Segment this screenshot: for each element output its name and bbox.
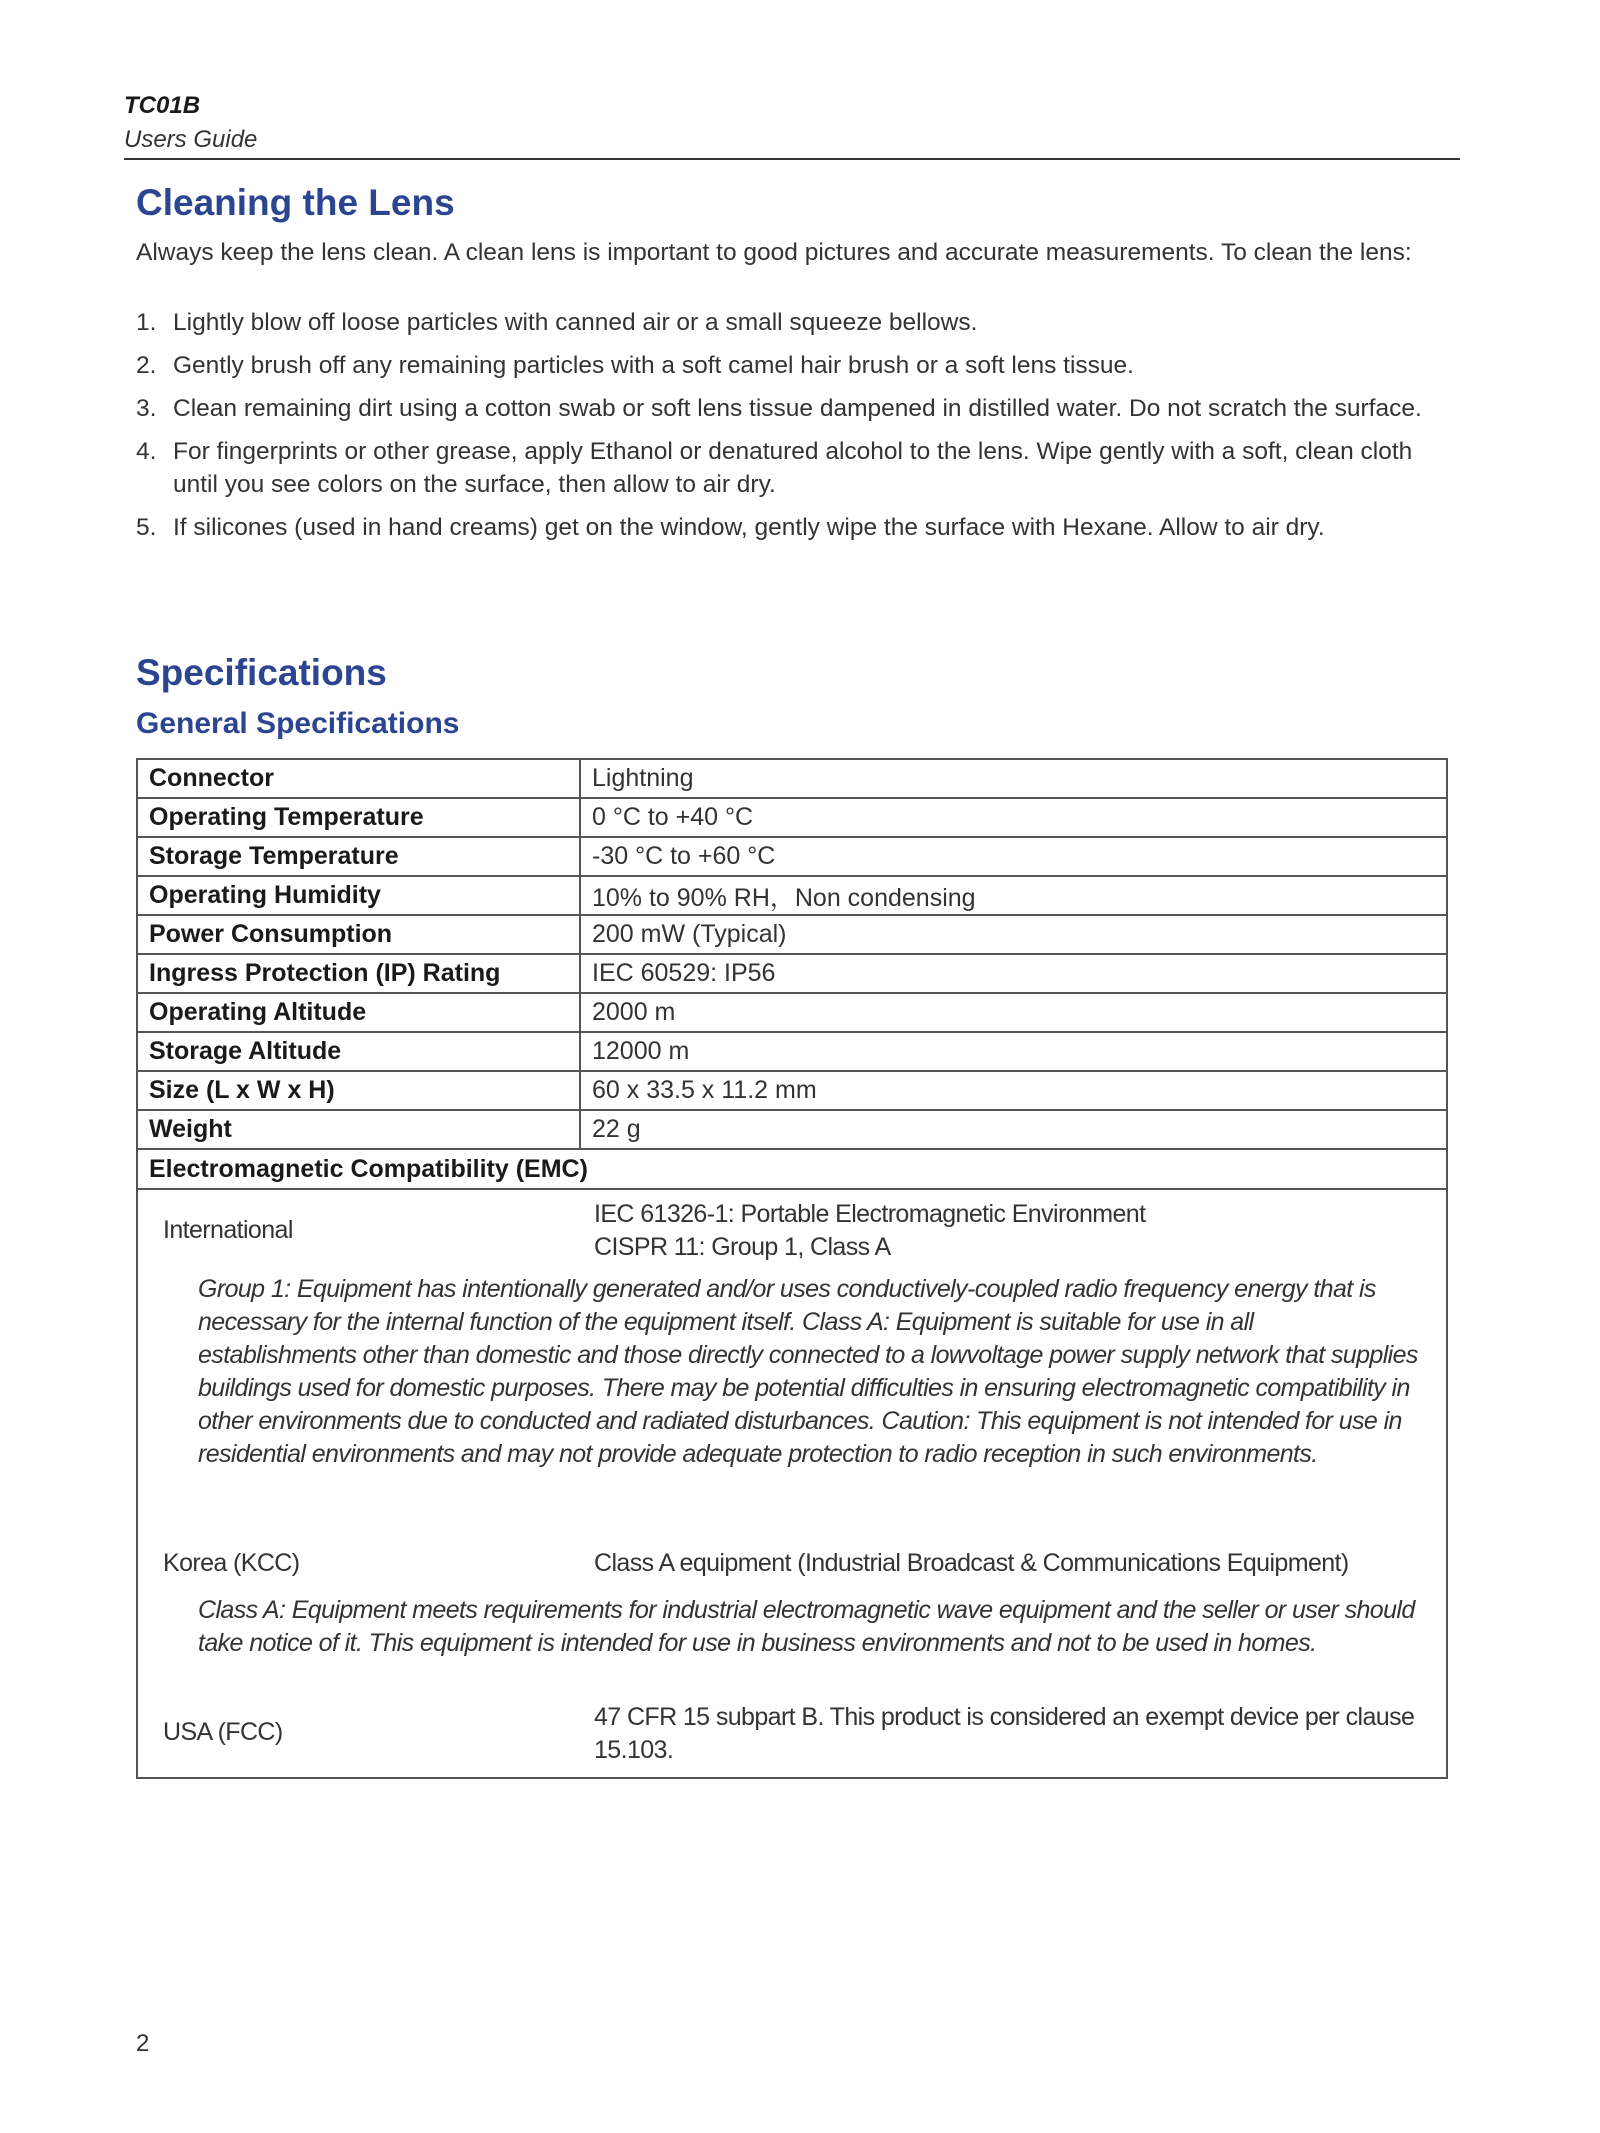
emc-international-note: Group 1: Equipment has intentionally generated and/or uses conductively-coupled radio frequency energy that is necessary for the internal function of the equipment itself. Class A: Equipment is suitable for use in all establishments other than domestic and those directly connected to a lowvoltage power supply network that supplies buildings used for domestic purposes. There may be potential difficulties in ensuring electromagnetic compatibility in other environments due to conducted and radiated disturbances. Caution: This equipment is not intended for use in residential environments and may not provide adequate protection to radio reception in such environments. [198, 1275, 1418, 1468]
table-row [138, 916, 1446, 955]
spec-label: Storage Temperature [138, 838, 581, 875]
spec-label: Weight [138, 1111, 581, 1148]
spec-value: 22 g [592, 1115, 641, 1143]
table-row [138, 1072, 1446, 1111]
specifications-heading: Specifications [136, 652, 387, 693]
table-row [138, 994, 1446, 1033]
spec-value: IEC 60529: IP56 [592, 959, 776, 987]
emc-korea-value: Class A equipment (Industrial Broadcast & Communications Equipment) [594, 1549, 1349, 1577]
table-row [138, 877, 1446, 916]
spec-label: Connector [138, 760, 581, 797]
spec-label: Ingress Protection (IP) Rating [138, 955, 581, 992]
step-text: Gently brush off any remaining particles with a soft camel hair brush or a soft lens tissue. [173, 352, 1134, 379]
cleaning-heading: Cleaning the Lens [136, 182, 455, 223]
spec-value: 0 °C to +40 °C [592, 803, 754, 831]
general-specifications-table [136, 758, 1448, 1779]
spec-value: 10% to 90% RH，Non condensing [592, 883, 976, 912]
step-number: 4. [136, 438, 157, 465]
spec-label: Size (L x W x H) [138, 1072, 581, 1109]
list-item [136, 349, 1446, 382]
emc-international-standard-2: CISPR 11: Group 1, Class A [594, 1233, 891, 1261]
table-row [138, 799, 1446, 838]
table-row [138, 955, 1446, 994]
step-number: 5. [136, 514, 157, 541]
spec-value: 60 x 33.5 x 11.2 mm [592, 1076, 817, 1104]
list-item [136, 435, 1446, 501]
emc-international-label: International [163, 1216, 293, 1244]
spec-label: Operating Humidity [138, 877, 581, 914]
page-number: 2 [136, 2030, 150, 2057]
table-row [138, 1111, 1446, 1150]
emc-usa-label: USA (FCC) [163, 1718, 283, 1746]
header-model: TC01B [124, 92, 201, 119]
step-text: If silicones (used in hand creams) get on the window, gently wipe the surface with Hexane. Allow to air dry. [173, 514, 1325, 541]
spec-label: Operating Temperature [138, 799, 581, 836]
spec-value: 2000 m [592, 998, 676, 1026]
table-row [138, 1033, 1446, 1072]
spec-label: Operating Altitude [138, 994, 581, 1031]
list-item [136, 392, 1446, 425]
spec-value: -30 °C to +60 °C [592, 842, 776, 870]
header-divider [124, 158, 1460, 160]
step-number: 2. [136, 352, 157, 379]
emc-international-standard-1: IEC 61326-1: Portable Electromagnetic Environment [594, 1200, 1146, 1228]
spec-value: 12000 m [592, 1037, 690, 1065]
emc-korea-label: Korea (KCC) [163, 1549, 300, 1577]
table-row [138, 838, 1446, 877]
cleaning-intro: Always keep the lens clean. A clean lens is important to good pictures and accurate measurements. To clean the lens: [136, 239, 1412, 266]
general-specifications-heading: General Specifications [136, 707, 460, 740]
step-text: Clean remaining dirt using a cotton swab or soft lens tissue dampened in distilled water. Do not scratch the surface. [173, 395, 1422, 422]
emc-section [138, 1190, 1446, 1777]
step-number: 3. [136, 395, 157, 422]
step-text: For fingerprints or other grease, apply Ethanol or denatured alcohol to the lens. Wipe gently with a soft, clean cloth until you see colors on the surface, then allow to air dry. [173, 438, 1413, 498]
emc-korea-note: Class A: Equipment meets requirements for industrial electromagnetic wave equipment and the seller or user should take notice of it. This equipment is intended for use in business environments and not to be used in homes. [198, 1596, 1415, 1657]
cleaning-steps-list [136, 306, 1446, 554]
table-row [138, 760, 1446, 799]
step-number: 1. [136, 309, 157, 336]
spec-label: Power Consumption [138, 916, 581, 953]
header-guide-title: Users Guide [124, 126, 258, 153]
spec-label: Storage Altitude [138, 1033, 581, 1070]
emc-usa-value: 47 CFR 15 subpart B. This product is considered an exempt device per clause 15.103. [594, 1703, 1415, 1764]
list-item [136, 511, 1446, 544]
step-text: Lightly blow off loose particles with canned air or a small squeeze bellows. [173, 309, 978, 336]
list-item [136, 306, 1446, 339]
emc-heading: Electromagnetic Compatibility (EMC) [138, 1150, 1446, 1190]
spec-value: Lightning [592, 764, 694, 792]
spec-value: 200 mW (Typical) [592, 920, 787, 948]
